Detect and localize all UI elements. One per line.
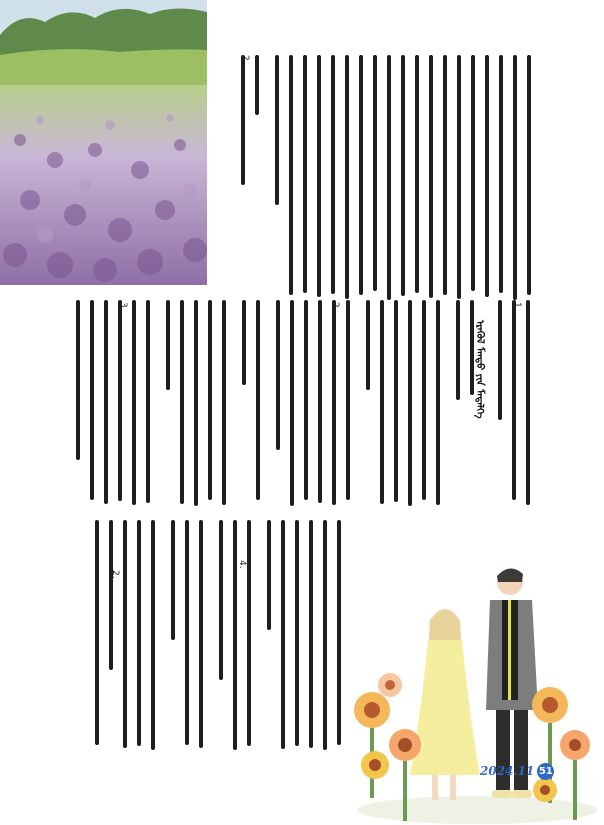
middle-text-block	[60, 300, 540, 515]
lavender-field-photo	[0, 0, 207, 285]
woman-figure	[410, 609, 480, 800]
section-number-2-top: 2.	[240, 55, 250, 64]
section-number-3: 3.	[118, 302, 128, 311]
upper-right-text-block	[225, 55, 540, 305]
article-heading: ᠡᠷᠡᠭᠦᠯ ᠮᠡᠨᠳᠦ ᠶᠢᠨ ᠮᠡᠳᠡᠯᠭᠡ	[474, 320, 485, 419]
issue-year-label: 2024.11	[480, 764, 535, 778]
couple-with-flowers-illustration	[350, 560, 604, 825]
lower-left-text-block	[85, 520, 355, 760]
section-number-1: 1.	[512, 302, 522, 311]
page-folio	[480, 762, 554, 780]
page-number-badge: 51	[537, 763, 554, 780]
section-number-2-bottom: 2.	[110, 570, 120, 579]
section-number-4: 4.	[237, 560, 247, 569]
section-number-2-mid: 2.	[330, 302, 340, 311]
